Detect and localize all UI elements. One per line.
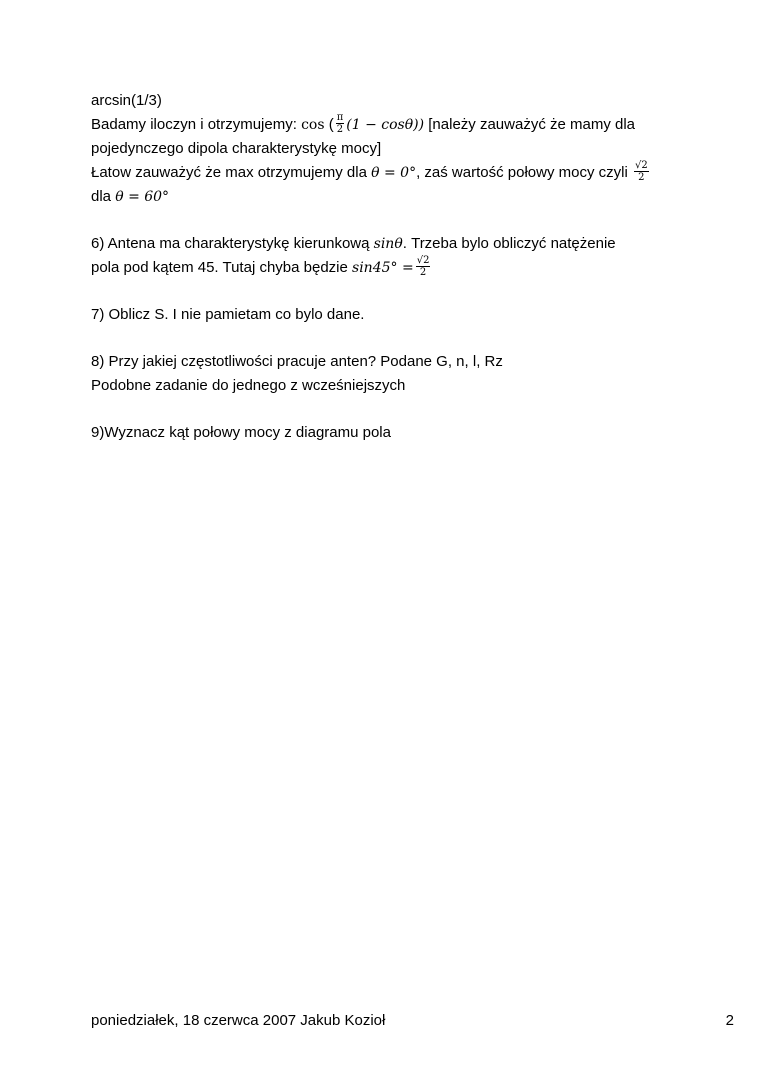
text-span: Łatow zauważyć że max otrzymujemy dla — [91, 164, 372, 181]
text-line — [91, 185, 681, 209]
paragraph-spacer — [91, 209, 681, 232]
paragraph-arcsin — [91, 89, 681, 209]
text-span: dla — [91, 188, 116, 205]
item-7: 7) Oblicz S. I nie pamietam co bylo dane. — [91, 306, 365, 323]
paragraph-spacer — [91, 280, 681, 303]
text-line — [91, 256, 681, 280]
text-span: pola pod kątem 45. Tutaj chyba będzie — [91, 259, 353, 276]
text-line: pojedynczego dipola charakterystykę mocy] — [91, 140, 382, 157]
fraction-denominator: 2 — [419, 266, 427, 278]
math-fraction — [634, 160, 649, 183]
footer-date-author: poniedziałek, 18 czerwca 2007 Jakub Kozioł — [91, 1012, 386, 1029]
item-6 — [91, 232, 681, 280]
math-fraction — [416, 255, 431, 278]
math-cos: cos — [301, 117, 325, 133]
text-line — [91, 161, 681, 185]
text-span: . Trzeba bylo obliczyć natężenie — [402, 235, 616, 252]
text-span: Badamy iloczyn i otrzymujemy: — [91, 116, 302, 133]
math-fraction — [336, 112, 345, 135]
fraction-numerator: √2 — [634, 159, 648, 171]
paragraph-spacer — [91, 327, 681, 350]
text-line: 8) Przy jakiej częstotliwości pracuje anten? Podane G, n, l, Rz — [91, 353, 503, 370]
page-number: 2 — [725, 1012, 734, 1029]
text-span: , zaś wartość połowy mocy czyli — [416, 164, 632, 181]
text-line — [91, 232, 681, 256]
item-8 — [91, 350, 681, 398]
text-line: Podobne zadanie do jednego z wcześniejszych — [91, 377, 406, 394]
text-span: [należy zauważyć że mamy dla — [424, 116, 636, 133]
paragraph-spacer — [91, 398, 681, 421]
text-line: Badamy iloczyn i otrzymujemy: cos ( $\frac{\pi}{2}$ (1 − cosθ)) [należy zauważyć że mamy dla — [91, 111, 636, 135]
math-expression: sinθ — [373, 236, 403, 252]
math-expression: θ = 60° — [115, 189, 170, 205]
math-expression: θ = 0° — [371, 165, 417, 181]
fraction-numerator: √2 — [416, 254, 430, 266]
math-expression: sin45° = — [352, 260, 414, 276]
item-9: 9)Wyznacz kąt połowy mocy z diagramu pola — [91, 424, 391, 441]
fraction-denominator: 2 — [336, 123, 344, 135]
fraction-numerator: π — [336, 111, 344, 123]
math-expression: (1 − cosθ)) — [346, 117, 425, 133]
fraction-denominator: 2 — [638, 171, 645, 183]
text-span: 6) Antena ma charakterystykę kierunkową — [91, 235, 374, 252]
text-line: arcsin(1/3) — [91, 92, 162, 109]
document-body — [91, 89, 681, 445]
